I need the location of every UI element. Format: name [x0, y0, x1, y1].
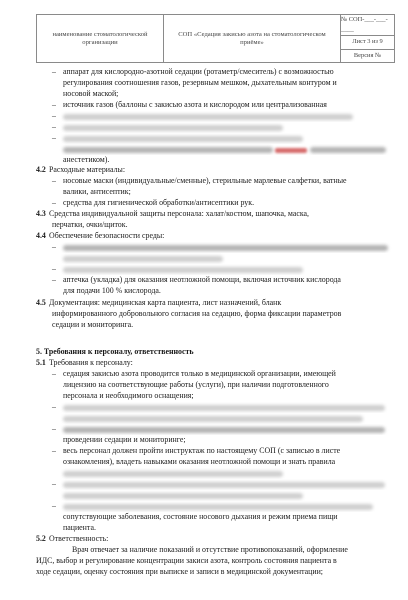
text-line — [0, 391, 408, 402]
text-line — [0, 446, 408, 457]
list-dash: – — [52, 122, 56, 131]
header-sheet: Лист 3 из 9 — [341, 35, 394, 48]
line-text: средства для гигиенической обработки/антисептики рук. — [63, 198, 255, 207]
blurred-line — [0, 424, 408, 435]
blurred-line — [0, 253, 408, 264]
section-heading-4-2 — [0, 165, 408, 176]
line-text: аптечка (укладка) для оказания неотложной помощи, включая источник кислорода — [63, 275, 341, 284]
line-text: перчатки, очки/щиток. — [52, 220, 128, 229]
list-dash: – — [52, 424, 56, 433]
line-text: источник газов (баллоны с закисью азота и кислородом или централизованная — [63, 100, 327, 109]
list-dash: – — [52, 133, 56, 142]
text-line — [0, 523, 408, 534]
list-dash: – — [52, 100, 56, 109]
list-dash: – — [52, 67, 56, 76]
line-text: ИДС, выбор и регулирование концентрации закиси азота, контроль состояния пациента в — [36, 556, 337, 565]
list-dash: – — [52, 275, 56, 284]
text-line — [0, 320, 408, 331]
section-number: 5.2 — [36, 534, 46, 543]
line-text: персонала и необходимого оснащения; — [63, 391, 194, 400]
text-line — [0, 275, 408, 286]
line-text: Врач отвечает за наличие показаний и отсутствие противопоказаний, оформление — [72, 545, 348, 554]
line-text: седации и мониторинга. — [52, 320, 134, 329]
section-number: 4.4 — [36, 231, 46, 240]
line-text: Документация: медицинская карта пациента, лист назначений, бланк — [49, 298, 282, 307]
list-dash: – — [52, 198, 56, 207]
list-dash: – — [52, 501, 56, 510]
document-header-table — [36, 14, 395, 63]
blurred-line — [0, 468, 408, 479]
line-text: Расходные материалы: — [49, 165, 126, 174]
line-text: Обеспечение безопасности среды: — [49, 231, 165, 240]
list-dash: – — [52, 479, 56, 488]
line-text: седация закисью азота проводится только в медицинской организации, имеющей — [63, 369, 336, 378]
text-line — [0, 198, 408, 209]
section-heading-5-2 — [0, 534, 408, 545]
line-text: носовой маской; — [63, 89, 119, 98]
header-version: Версия № — [341, 49, 394, 62]
section-number: 4.5 — [36, 298, 46, 307]
text-line — [0, 457, 408, 468]
text-line — [0, 220, 408, 231]
section-heading-4-4 — [0, 231, 408, 242]
section-number: 5.1 — [36, 358, 46, 367]
section-heading-4-5 — [0, 298, 408, 309]
line-text: ходе седации, оценку состояния при выписке и записи в медицинской документации; — [36, 567, 323, 576]
list-dash: – — [52, 446, 56, 455]
line-text: 5. Требования к персоналу, ответственность — [36, 347, 194, 356]
text-line — [0, 380, 408, 391]
line-text: Требования к персоналу: — [49, 358, 133, 367]
text-line — [0, 187, 408, 198]
section-heading-5-1 — [0, 358, 408, 369]
header-org-cell: наименование стоматологической организации — [37, 15, 164, 62]
text-line — [0, 78, 408, 89]
section-number: 4.2 — [36, 165, 46, 174]
list-dash: – — [52, 402, 56, 411]
list-dash: – — [52, 176, 56, 185]
line-text: лицензию на соответствующие работы (услуги), при наличии подготовленного — [63, 380, 329, 389]
blurred-line — [0, 111, 408, 122]
line-text: для подачи 100 % кислорода. — [63, 286, 161, 295]
text-line — [0, 176, 408, 187]
line-text: проведении седации и мониторинге; — [63, 435, 186, 444]
list-dash: – — [52, 264, 56, 273]
line-text: валики, антисептик; — [63, 187, 131, 196]
line-text: анестетиком). — [63, 155, 110, 164]
section-heading-4-3 — [0, 209, 408, 220]
line-text: сопутствующие заболевания, состояние носового дыхания и режим приема пищи — [63, 512, 338, 521]
list-dash: – — [52, 369, 56, 378]
section-number: 4.3 — [36, 209, 46, 218]
blurred-line — [0, 133, 408, 144]
blurred-line — [0, 501, 408, 512]
list-dash: – — [52, 242, 56, 251]
text-line — [0, 89, 408, 100]
line-text: аппарат для кислородно-азотной седации (ротаметр/смеситель) с возможностью — [63, 67, 334, 76]
line-text: весь персонал должен пройти инструктаж по настоящему СОП (с записью в листе — [63, 446, 341, 455]
text-line — [0, 512, 408, 523]
section-title — [0, 347, 408, 358]
header-sop-title-cell: СОП «Седация закисью азота на стоматологическом приёме» — [164, 15, 341, 62]
line-text: пациента. — [63, 523, 96, 532]
line-text: регулирования соотношения газов, резервным мешком, дыхательным контуром и — [63, 78, 337, 87]
line-text: носовые маски (индивидуальные/сменные), стерильные марлевые салфетки, ватные — [63, 176, 347, 185]
text-line — [0, 545, 408, 556]
text-line — [0, 556, 408, 567]
line-text: Средства индивидуальной защиты персонала: халат/костюм, шапочка, маска, — [49, 209, 310, 218]
blurred-line — [0, 242, 408, 253]
blurred-line — [0, 402, 408, 413]
line-text: информированного добровольного согласия на седацию, форма фиксации параметров — [52, 309, 342, 318]
blurred-line — [0, 490, 408, 501]
blurred-line — [0, 413, 408, 424]
list-dash: – — [52, 111, 56, 120]
text-line — [0, 100, 408, 111]
text-line — [0, 567, 408, 578]
header-sop-number: № СОП-___-___-____ — [341, 16, 388, 34]
text-line — [0, 286, 408, 297]
text-line — [0, 369, 408, 380]
text-line — [0, 435, 408, 446]
line-text: Ответственность: — [49, 534, 109, 543]
text-line — [0, 309, 408, 320]
blurred-line — [0, 144, 408, 155]
blurred-line — [0, 122, 408, 133]
line-text: ознакомления), владеть навыками оказания неотложной помощи и знать правила — [63, 457, 336, 466]
blurred-line — [0, 479, 408, 490]
text-line — [0, 67, 408, 78]
blurred-line — [0, 264, 408, 275]
header-meta-cell — [341, 15, 394, 62]
